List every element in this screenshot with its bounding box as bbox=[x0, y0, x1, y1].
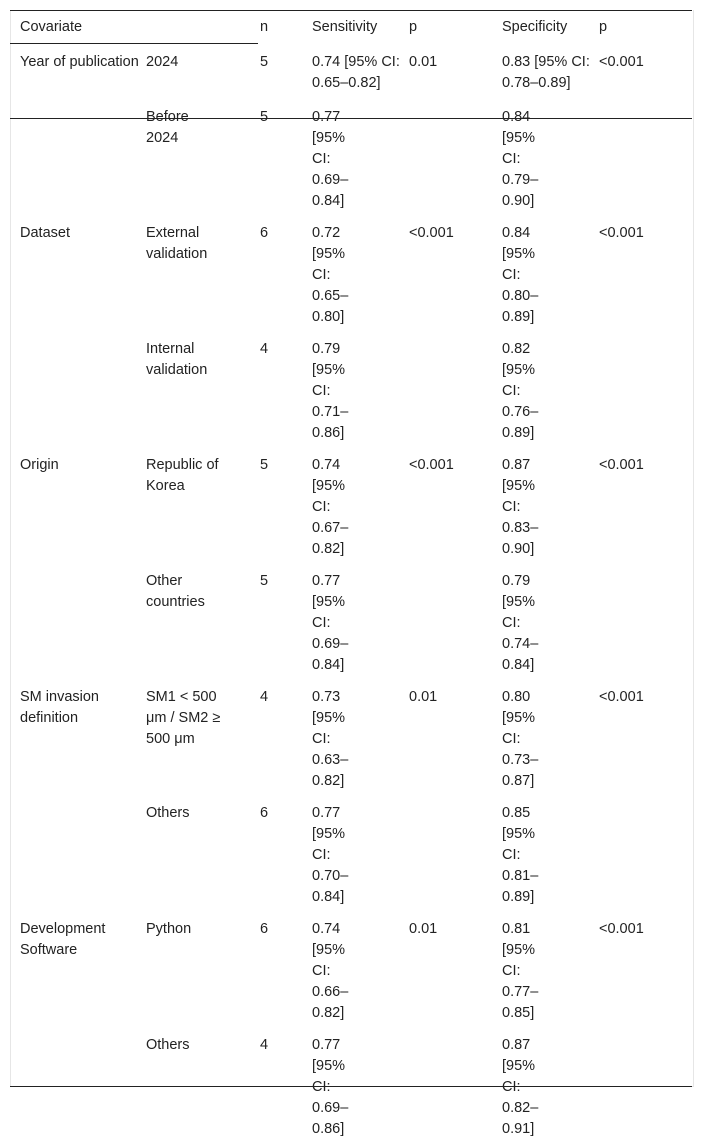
subgroup-analysis-table bbox=[10, 10, 692, 1147]
cell-p-specificity bbox=[599, 1031, 692, 1147]
cell-p-sensitivity: <0.001 bbox=[409, 456, 454, 473]
specificity-text: 0.79 [95% CI: 0.74–0.84] bbox=[502, 572, 539, 673]
table-row bbox=[10, 335, 692, 451]
table-row bbox=[10, 799, 692, 915]
cell-n: 5 bbox=[260, 108, 269, 125]
cell-n: 6 bbox=[260, 804, 269, 821]
cell-p-specificity: <0.001 bbox=[599, 688, 644, 705]
cell-specificity bbox=[502, 103, 599, 219]
sensitivity-text: 0.74 [95% CI: 0.67–0.82] bbox=[312, 456, 349, 557]
cell-p-specificity: <0.001 bbox=[599, 224, 644, 241]
cell-covariate: Origin bbox=[20, 456, 59, 473]
cell-p-sensitivity: <0.001 bbox=[409, 224, 454, 241]
cell-specificity bbox=[502, 567, 599, 683]
cell-p-sensitivity bbox=[409, 103, 502, 219]
table-row bbox=[10, 43, 692, 103]
table-row bbox=[10, 567, 692, 683]
cell-p-sensitivity bbox=[409, 335, 502, 451]
cell-p-specificity bbox=[599, 567, 692, 683]
sensitivity-text: 0.72 [95% CI: 0.65–0.80] bbox=[312, 224, 349, 325]
header-p-sensitivity: p bbox=[409, 19, 418, 35]
cell-n: 5 bbox=[260, 572, 269, 589]
cell-subgroup bbox=[146, 567, 260, 683]
table-row bbox=[10, 451, 692, 567]
cell-specificity bbox=[502, 799, 599, 915]
cell-specificity bbox=[502, 915, 599, 1031]
specificity-text: 0.80 [95% CI: 0.73–0.87] bbox=[502, 688, 539, 789]
cell-p-specificity: <0.001 bbox=[599, 456, 644, 473]
sensitivity-text: 0.73 [95% CI: 0.63–0.82] bbox=[312, 688, 349, 789]
cell-specificity: 0.83 [95% CI: 0.78–0.89] bbox=[502, 53, 590, 91]
cell-sensitivity bbox=[312, 103, 409, 219]
header-sensitivity: Sensitivity bbox=[312, 19, 378, 35]
cell-sensitivity bbox=[312, 683, 409, 799]
specificity-text: 0.82 [95% CI: 0.76–0.89] bbox=[502, 340, 539, 441]
cell-sensitivity bbox=[312, 799, 409, 915]
cell-sensitivity bbox=[312, 451, 409, 567]
sensitivity-text: 0.79 [95% CI: 0.71–0.86] bbox=[312, 340, 349, 441]
cell-specificity bbox=[502, 335, 599, 451]
cell-p-specificity bbox=[599, 799, 692, 915]
table-row bbox=[10, 915, 692, 1031]
cell-n: 4 bbox=[260, 340, 269, 357]
table-header-row bbox=[10, 11, 692, 43]
cell-n: 4 bbox=[260, 688, 269, 705]
header-n: n bbox=[260, 19, 269, 35]
cell-subgroup bbox=[146, 799, 260, 915]
cell-p-sensitivity bbox=[409, 1031, 502, 1147]
specificity-text: 0.85 [95% CI: 0.81–0.89] bbox=[502, 804, 539, 905]
cell-sensitivity: 0.74 [95% CI: 0.65–0.82] bbox=[312, 53, 400, 91]
cell-subgroup bbox=[146, 683, 260, 799]
cell-covariate: Year of publication bbox=[20, 53, 139, 70]
header-p-specificity: p bbox=[599, 19, 608, 35]
subgroup-text: Other countries bbox=[146, 572, 205, 610]
cell-sensitivity bbox=[312, 335, 409, 451]
cell-n: 6 bbox=[260, 920, 269, 937]
cell-p-sensitivity: 0.01 bbox=[409, 688, 438, 705]
cell-p-specificity bbox=[599, 103, 692, 219]
cell-subgroup bbox=[146, 1031, 260, 1147]
cell-specificity bbox=[502, 219, 599, 335]
cell-p-sensitivity: 0.01 bbox=[409, 920, 438, 937]
cell-p-specificity: <0.001 bbox=[599, 53, 644, 70]
sensitivity-text: 0.77 [95% CI: 0.70–0.84] bbox=[312, 804, 349, 905]
cell-specificity bbox=[502, 1031, 599, 1147]
cell-covariate: Dataset bbox=[20, 224, 70, 241]
sensitivity-text: 0.77 [95% CI: 0.69–0.86] bbox=[312, 1036, 349, 1137]
cell-sensitivity bbox=[312, 915, 409, 1031]
subgroup-text: External validation bbox=[146, 224, 208, 262]
cell-covariate bbox=[10, 567, 146, 683]
cell-covariate: SM invasion definition bbox=[20, 688, 99, 726]
table-row bbox=[10, 219, 692, 335]
cell-n: 5 bbox=[260, 456, 269, 473]
cell-sensitivity bbox=[312, 1031, 409, 1147]
cell-n: 6 bbox=[260, 224, 269, 241]
cell-p-sensitivity bbox=[409, 567, 502, 683]
cell-specificity bbox=[502, 451, 599, 567]
cell-subgroup bbox=[146, 103, 260, 219]
specificity-text: 0.87 [95% CI: 0.83–0.90] bbox=[502, 456, 539, 557]
cell-covariate bbox=[10, 1031, 146, 1147]
cell-sensitivity bbox=[312, 567, 409, 683]
cell-subgroup bbox=[146, 335, 260, 451]
subgroup-text: SM1 < 500 μm / SM2 ≥ 500 μm bbox=[146, 688, 221, 747]
subgroup-text: Others bbox=[146, 1036, 190, 1053]
specificity-text: 0.84 [95% CI: 0.80–0.89] bbox=[502, 224, 539, 325]
table-row bbox=[10, 1031, 692, 1147]
cell-subgroup bbox=[146, 451, 260, 567]
cell-specificity bbox=[502, 683, 599, 799]
specificity-text: 0.84 [95% CI: 0.79–0.90] bbox=[502, 108, 539, 209]
cell-sensitivity bbox=[312, 219, 409, 335]
sensitivity-text: 0.77 [95% CI: 0.69–0.84] bbox=[312, 572, 349, 673]
cell-covariate bbox=[10, 335, 146, 451]
cell-subgroup: 2024 bbox=[146, 53, 179, 70]
cell-covariate bbox=[10, 799, 146, 915]
table-row bbox=[10, 683, 692, 799]
cell-n: 5 bbox=[260, 53, 269, 70]
cell-covariate: Development Software bbox=[20, 920, 106, 958]
subgroup-text: Internal validation bbox=[146, 340, 208, 378]
header-covariate: Covariate bbox=[20, 19, 83, 35]
table-row bbox=[10, 103, 692, 219]
sensitivity-text: 0.77 [95% CI: 0.69–0.84] bbox=[312, 108, 349, 209]
sensitivity-text: 0.74 [95% CI: 0.66–0.82] bbox=[312, 920, 349, 1021]
specificity-text: 0.87 [95% CI: 0.82–0.91] bbox=[502, 1036, 539, 1137]
header-specificity: Specificity bbox=[502, 19, 568, 35]
cell-p-sensitivity bbox=[409, 799, 502, 915]
cell-p-sensitivity: 0.01 bbox=[409, 53, 438, 70]
cell-n: 4 bbox=[260, 1036, 269, 1053]
subgroup-text: Python bbox=[146, 920, 192, 937]
subgroup-text: Republic of Korea bbox=[146, 456, 219, 494]
subgroup-text: Before 2024 bbox=[146, 108, 189, 146]
specificity-text: 0.81 [95% CI: 0.77–0.85] bbox=[502, 920, 539, 1021]
cell-p-specificity bbox=[599, 335, 692, 451]
cell-p-specificity: <0.001 bbox=[599, 920, 644, 937]
cell-subgroup bbox=[146, 219, 260, 335]
subgroup-text: Others bbox=[146, 804, 190, 821]
cell-subgroup bbox=[146, 915, 260, 1031]
cell-covariate bbox=[10, 103, 146, 219]
